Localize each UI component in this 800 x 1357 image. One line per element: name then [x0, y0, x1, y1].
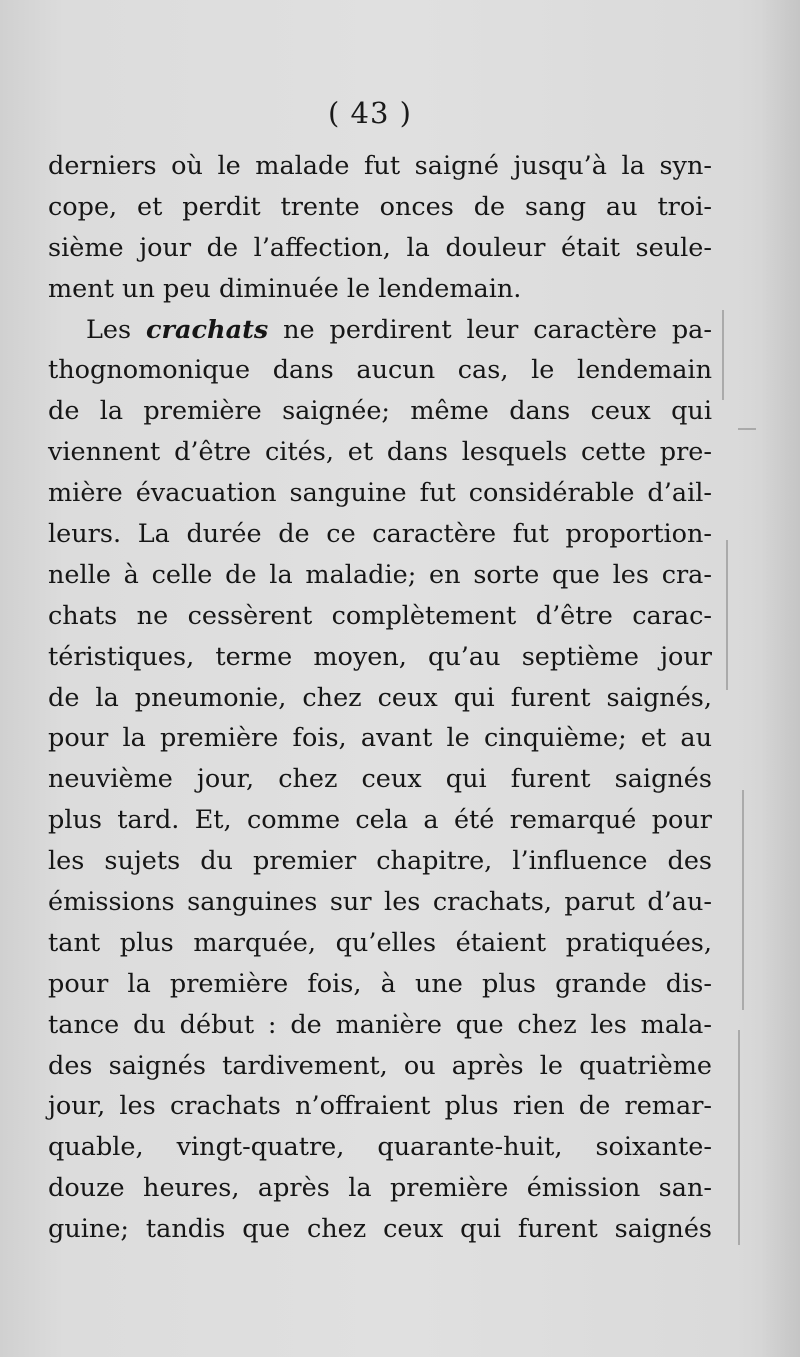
- text-line: les sujets du premier chapitre, l’influence des: [48, 846, 712, 877]
- body-text: [48, 146, 712, 1250]
- text-line: sième jour de l’affection, la douleur était seule-: [48, 232, 712, 263]
- text-line: quable, vingt-quatre, quarante-huit, soixante-: [48, 1132, 712, 1163]
- first-line-rest: ne perdirent leur caractère pa-: [283, 314, 712, 345]
- text-line: chats ne cessèrent complètement d’être carac-: [48, 600, 712, 631]
- margin-pencil-mark: [742, 790, 744, 1010]
- text-line: guine; tandis que chez ceux qui furent saignés: [48, 1214, 712, 1245]
- paragraph-first-line: [48, 310, 712, 351]
- margin-pencil-mark: [726, 540, 728, 690]
- text-line: ment un peu diminuée le lendemain.: [48, 273, 522, 304]
- text-line: de la première saignée; même dans ceux qui: [48, 396, 712, 427]
- text-line: viennent d’être cités, et dans lesquels cette pre-: [48, 437, 712, 468]
- text-line: jour, les crachats n’offraient plus rien de remar-: [48, 1091, 712, 1122]
- text-line: pour la première fois, à une plus grande dis-: [48, 968, 712, 999]
- text-line: émissions sanguines sur les crachats, parut d’au-: [48, 887, 712, 918]
- margin-pencil-mark: [722, 310, 724, 400]
- text-line: mière évacuation sanguine fut considérable d’ail-: [48, 478, 712, 509]
- text-line: douze heures, après la première émission san-: [48, 1173, 712, 1204]
- text-line: neuvième jour, chez ceux qui furent saignés: [48, 764, 712, 795]
- text-line: tant plus marquée, qu’elles étaient pratiquées,: [48, 927, 712, 958]
- text-line: nelle à celle de la maladie; en sorte que les cra-: [48, 559, 712, 590]
- italic-word: crachats: [146, 314, 269, 345]
- text-line: thognomonique dans aucun cas, le lendemain: [48, 355, 712, 386]
- text-line: derniers où le malade fut saigné jusqu’à la syn-: [48, 151, 712, 181]
- text-line: leurs. La durée de ce caractère fut proportion-: [48, 519, 712, 550]
- text-line: de la pneumonie, chez ceux qui furent saignés,: [48, 682, 712, 713]
- margin-pencil-mark: [738, 428, 756, 430]
- margin-pencil-mark: [738, 1030, 740, 1245]
- text-line: des saignés tardivement, ou après le quatrième: [48, 1050, 712, 1081]
- text-line: téristiques, terme moyen, qu’au septième jour: [48, 641, 712, 672]
- page-number: ( 43 ): [328, 96, 412, 130]
- text-line: cope, et perdit trente onces de sang au troi-: [48, 191, 712, 222]
- page-edge-shadow: [760, 0, 800, 1357]
- first-word: Les: [86, 314, 132, 345]
- text-line: plus tard. Et, comme cela a été remarqué pour: [48, 805, 712, 836]
- text-line: tance du début : de manière que chez les mala-: [48, 1009, 712, 1040]
- text-line: pour la première fois, avant le cinquième; et au: [48, 723, 712, 754]
